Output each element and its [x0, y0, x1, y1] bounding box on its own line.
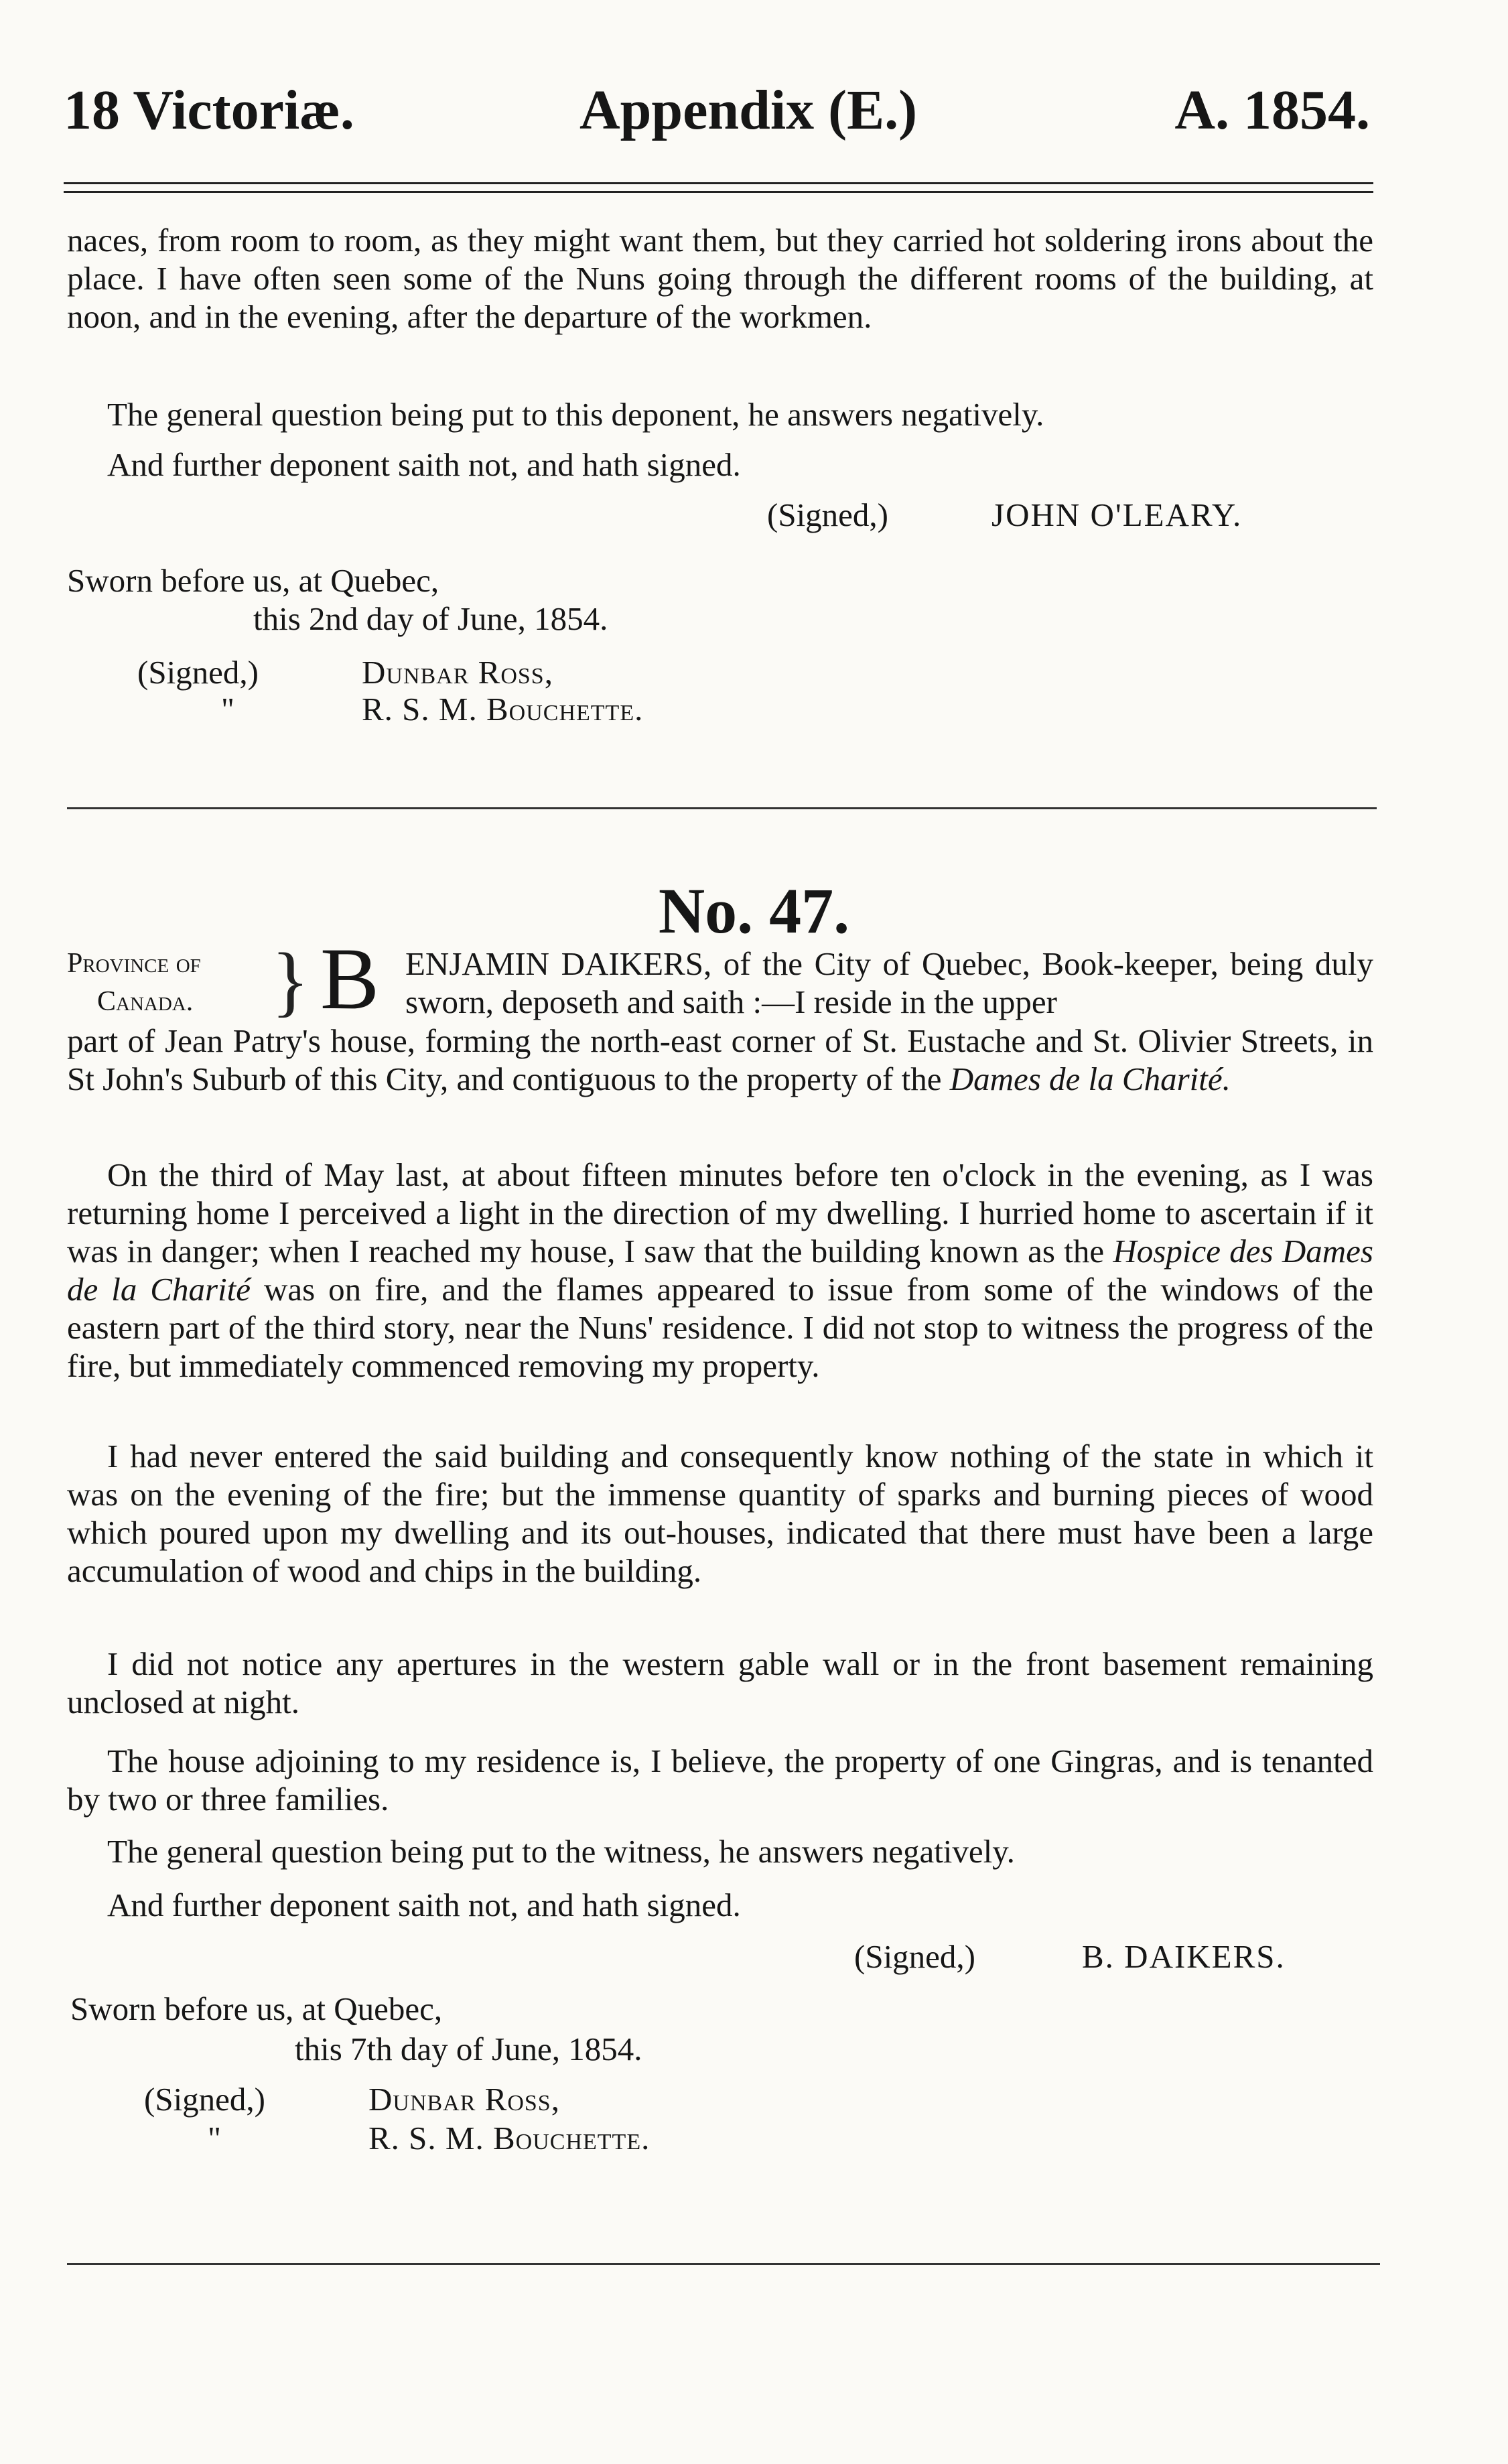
running-header: [64, 77, 1370, 151]
continuation-paragraph: naces, from room to room, as they might want them, but they carried hot soldering irons about the place. I have often seen some of the Nuns going through the different rooms of the building, at noon, and in the evening, after the departure of the workmen.: [67, 222, 1373, 335]
further-saith-46: And further deponent saith not, and hath signed.: [107, 446, 741, 483]
header-year: A. 1854.: [1174, 79, 1370, 141]
province-brace: }: [271, 937, 310, 1024]
intro-text: part of Jean Patry's house, forming the north-east corner of St. Eustache and St. Olivier Streets, in St John's Suburb of this City, and contiguous to the property of the: [67, 1022, 1373, 1097]
deponent-signature-46: JOHN O'LEARY.: [991, 496, 1243, 533]
signed-label-47: (Signed,): [854, 1938, 975, 1975]
paragraph-apertures: I did not notice any apertures in the western gable wall or in the front basement remaining unclosed at night.: [67, 1645, 1373, 1720]
intro-first-lines: ENJAMIN DAIKERS, of the City of Quebec, Book-keeper, being duly sworn, deposeth and saith :—I reside in the upper: [405, 945, 1373, 1020]
header-session: 18 Victoriæ.: [64, 79, 354, 141]
sworn-line1-46: Sworn before us, at Quebec,: [67, 562, 439, 599]
general-question-46: The general question being put to this deponent, he answers negatively.: [107, 396, 1044, 433]
ditto-mark-47: ": [208, 2120, 222, 2157]
commissioner-bouchette-47: R. S. M. Bouchette.: [368, 2120, 650, 2157]
paragraph-never-entered: I had never entered the said building and consequently know nothing of the state in which it was on the evening of the fire; but the immense quantity of sparks and burning pieces of wood which poured upon my dwelling and its out-houses, indicated that there must have been a large accumulation of wood and chips in the building.: [67, 1438, 1373, 1589]
commissioners-label-47: (Signed,): [144, 2081, 265, 2118]
deponent-signature-47: B. DAIKERS.: [1082, 1938, 1286, 1975]
paragraph-fire-observed: On the third of May last, at about fifteen minutes before ten o'clock in the evening, as I was returning home I perceived a light in the direction of my dwelling. I hurried home to ascertain if it was in danger; when I reached my house, I saw that the building known as the Hospice des Dames de la Charité was on fire, and the flames appeared to issue from some of the windows of the eastern part of the third story, near the Nuns' residence. I did not stop to witness the progress of the fire, but immediately commenced removing my property.: [67, 1156, 1374, 1384]
sworn-line2-46: this 2nd day of June, 1854.: [253, 600, 608, 637]
commissioner-ross-46: Dunbar Ross,: [362, 654, 553, 691]
general-question-47: The general question being put to the witness, he answers negatively.: [107, 1833, 1015, 1870]
section-divider-rule: [67, 807, 1377, 809]
sworn-line2-47: this 7th day of June, 1854.: [295, 2031, 642, 2067]
paragraph-adjoining-house: The house adjoining to my residence is, I believe, the property of one Gingras, and is tenanted by two or three families.: [67, 1742, 1373, 1818]
ditto-mark-46: ": [221, 691, 235, 728]
footer-rule: [67, 2263, 1380, 2265]
intro-italic-name: Dames de la Charité.: [949, 1060, 1231, 1097]
province-line1: Province of: [67, 948, 201, 979]
signed-label-46: (Signed,): [767, 496, 888, 533]
commissioner-ross-47: Dunbar Ross,: [368, 2081, 560, 2118]
intro-paragraph: [67, 1022, 1373, 1098]
commissioners-label-46: (Signed,): [137, 654, 259, 691]
deposition-number-heading: No. 47.: [658, 875, 850, 947]
hospice-name: Hospice des Dames de la Charité: [67, 1233, 1373, 1308]
drop-cap: B: [320, 929, 380, 1028]
further-saith-47: And further deponent saith not, and hath signed.: [107, 1887, 741, 1923]
header-double-rule: [64, 182, 1373, 193]
header-appendix: Appendix (E.): [579, 79, 918, 141]
province-line2: Canada.: [97, 986, 194, 1017]
sworn-line1-47: Sworn before us, at Quebec,: [70, 1990, 443, 2027]
commissioner-bouchette-46: R. S. M. Bouchette.: [362, 691, 644, 728]
